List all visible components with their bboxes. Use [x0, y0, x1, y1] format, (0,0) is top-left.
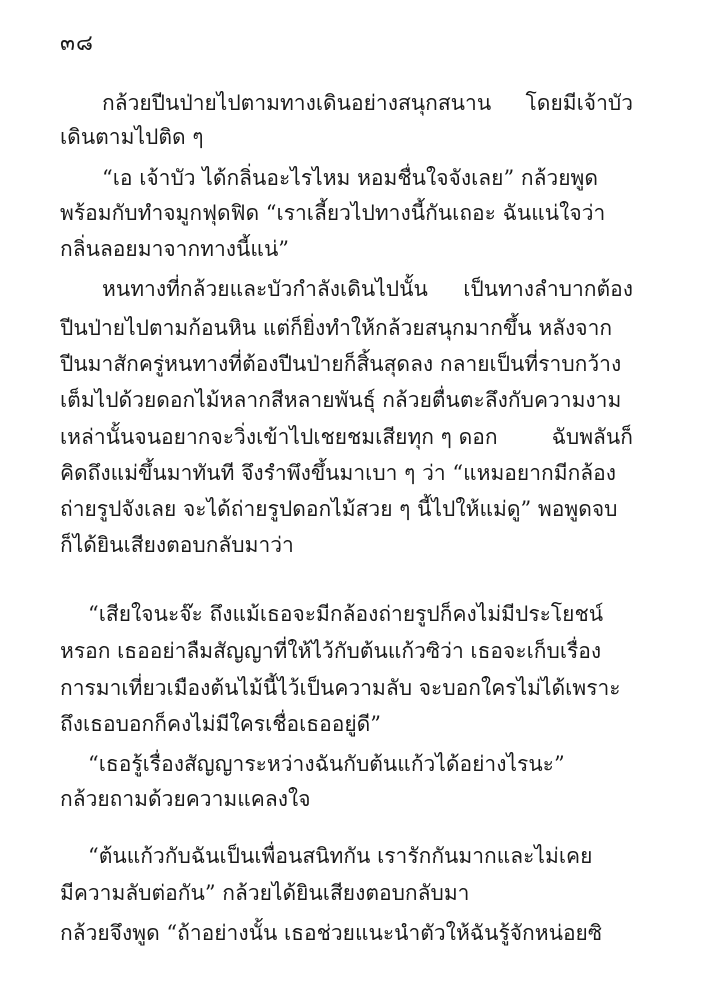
text-segment: ถึงเธอบอกก็คงไม่มีใครเชื่อเธออยู่ดี”	[60, 712, 382, 736]
text-line	[60, 311, 612, 345]
text-segment: เหล่านั้นจนอยากจะวิ่งเข้าไปเชยชมเสียทุก ๆ ดอก	[60, 425, 498, 449]
text-segment: “เสียใจนะจ๊ะ ถึงแม้เธอจะมีกล้องถ่ายรูปก็คงไม่มีประโยชน์	[88, 602, 604, 626]
text-segment: ปีนมาสักครู่หนทางที่ต้องปีนป่ายก็สิ้นสุดลง กลายเป็นที่ราบกว้าง	[60, 352, 622, 376]
text-segment: มีความลับต่อกัน” กล้วยได้ยินเสียงตอบกลับมา	[60, 881, 470, 905]
text-line	[60, 120, 204, 154]
text-segment: ก็ได้ยินเสียงตอบกลับมาว่า	[60, 533, 294, 557]
text-segment: หรอก เธออย่าลืมสัญญาที่ให้ไว้กับต้นแก้วซิว่า เธอจะเก็บเรื่อง	[60, 639, 602, 663]
text-line	[60, 671, 621, 705]
text-segment: ถ่ายรูปจังเลย จะได้ถ่ายรูปดอกไม้สวย ๆ นี้ไปให้แม่ดู” พอพูดจบ	[60, 497, 618, 521]
text-segment: ปีนป่ายไปตามก้อนหิน แต่ก็ยิ่งทำให้กล้วยสนุกมากขึ้น หลังจาก	[60, 316, 613, 340]
text-segment: เป็นทางลำบากต้อง	[463, 277, 633, 301]
page-number: ๓๘	[60, 31, 95, 56]
text-line	[60, 782, 311, 816]
text-segment: กล้วยปีนป่ายไปตามทางเดินอย่างสนุกสนาน	[102, 91, 492, 115]
text-line	[60, 876, 469, 910]
text-segment: “เอ เจ้าบัว ได้กลิ่นอะไรไหม หอมชื่นใจจังเลย” กล้วยพูด	[102, 166, 599, 190]
text-line	[88, 747, 565, 781]
text-segment: “เธอรู้เรื่องสัญญาระหว่างฉันกับต้นแก้วได้อย่างไรนะ”	[88, 752, 565, 776]
text-segment: เดินตามไปติด ๆ	[60, 125, 204, 149]
text-line	[60, 383, 621, 417]
text-line	[102, 86, 633, 120]
text-segment: เต็มไปด้วยดอกไม้หลากสีหลายพันธุ์ กล้วยตื่นตะลึงกับความงาม	[60, 388, 622, 412]
text-segment: กล้วยจึงพูด “ถ้าอย่างนั้น เธอช่วยแนะนำตัวให้ฉันรู้จักหน่อยซิ	[60, 921, 603, 945]
text-line	[60, 196, 605, 230]
text-segment: การมาเที่ยวเมืองต้นไม้นี้ไว้เป็นความลับ จะบอกใครไม่ได้เพราะ	[60, 676, 621, 700]
text-line	[60, 420, 633, 454]
text-segment: “ต้นแก้วกับฉันเป็นเพื่อนสนิทกัน เรารักกันมากและไม่เคย	[88, 844, 593, 868]
text-segment: คิดถึงแม่ขึ้นมาทันที จึงรำพึงขึ้นมาเบา ๆ ว่า “แหมอยากมีกล้อง	[60, 461, 617, 485]
text-line	[60, 707, 381, 741]
text-line	[88, 597, 603, 631]
text-line	[60, 916, 602, 950]
text-line	[88, 839, 592, 873]
text-segment: โดยมีเจ้าบัว	[525, 91, 633, 115]
text-segment: กลิ่นลอยมาจากทางนี้แน่”	[60, 237, 290, 261]
text-segment: กล้วยถามด้วยความแคลงใจ	[60, 787, 311, 811]
text-segment: ฉับพลันก็	[551, 425, 633, 449]
text-line	[102, 272, 633, 306]
text-line	[60, 232, 289, 266]
text-line	[60, 634, 601, 668]
text-line	[60, 492, 617, 526]
text-segment: พร้อมกับทำจมูกฟุดฟิด “เราเลี้ยวไปทางนี้กันเถอะ ฉันแน่ใจว่า	[60, 201, 606, 225]
text-line	[102, 161, 598, 195]
text-line	[60, 456, 616, 490]
text-line	[60, 528, 294, 562]
text-segment: หนทางที่กล้วยและบัวกำลังเดินไปนั้น	[102, 277, 428, 301]
text-line	[60, 347, 621, 381]
